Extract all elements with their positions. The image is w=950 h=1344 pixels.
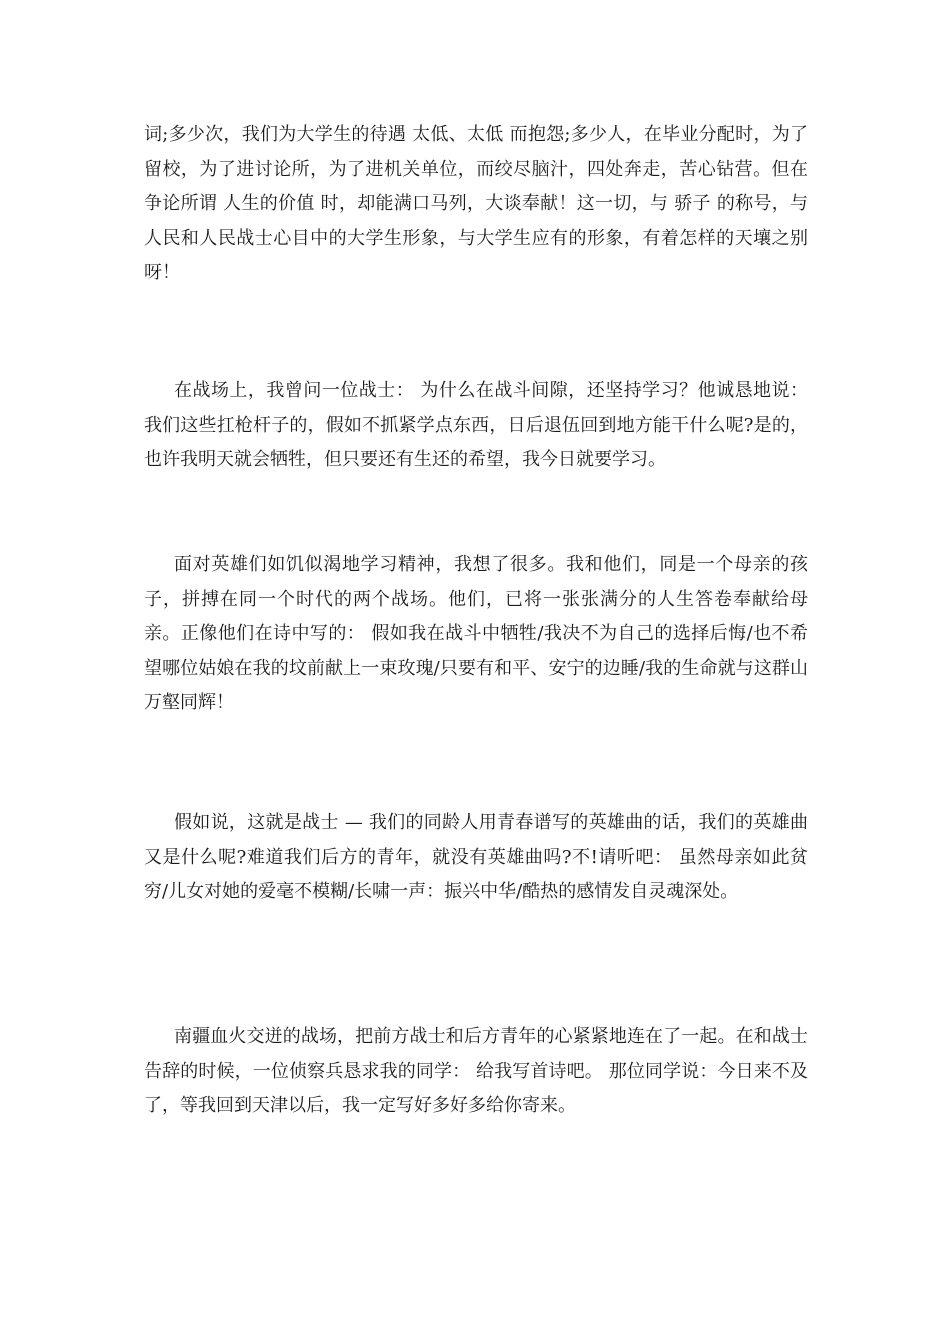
paragraph-2: 在战场上，我曾问一位战士： 为什么在战斗间隙，还坚持学习？他诚恳地说： 我们这些扛枪杆子的，假如不抓紧学点东西，日后退伍回到地方能干什么呢?是的，也许我明天就会牺牲，但只要还有生还的希望，我今日就要学习。 (144, 380, 808, 470)
paragraph-5: 南疆血火交迸的战场，把前方战士和后方青年的心紧紧地连在了一起。在和战士告辞的时候，一位侦察兵恳求我的同学： 给我写首诗吧。 那位同学说：今日来不及了，等我回到天津以后，我一定写好多好多给你寄来。 (144, 1026, 808, 1116)
paragraph-1: 词;多少次，我们为大学生的待遇 太低、太低 而抱怨;多少人，在毕业分配时，为了留校，为了进讨论所，为了进机关单位，而绞尽脑汁，四处奔走，苦心钻营。但在争论所谓 人生的价值 时，却能满口马列，大谈奉献！这一切，与 骄子 的称号，与人民和人民战士心目中的大学生形象，与大学生应有的形象，有着怎样的天壤之别呀！ (144, 124, 808, 283)
paragraph-3: 面对英雄们如饥似渴地学习精神，我想了很多。我和他们，同是一个母亲的孩子，拼搏在同一个时代的两个战场。他们，已将一张张满分的人生答卷奉献给母亲。正像他们在诗中写的： 假如我在战斗中牺牲/我决不为自己的选择后悔/也不希望哪位姑娘在我的坟前献上一束玫瑰/只要有和平、安宁的边睡/我的生命就与这群山万壑同辉！ (144, 554, 808, 713)
paragraph-4: 假如说，这就是战士 — 我们的同龄人用青春谱写的英雄曲的话，我们的英雄曲又是什么呢?难道我们后方的青年，就没有英雄曲吗?不!请听吧： 虽然母亲如此贫穷/儿女对她的爱毫不模糊/长啸一声：振兴中华/酷热的感情发自灵魂深处。 (144, 812, 808, 902)
